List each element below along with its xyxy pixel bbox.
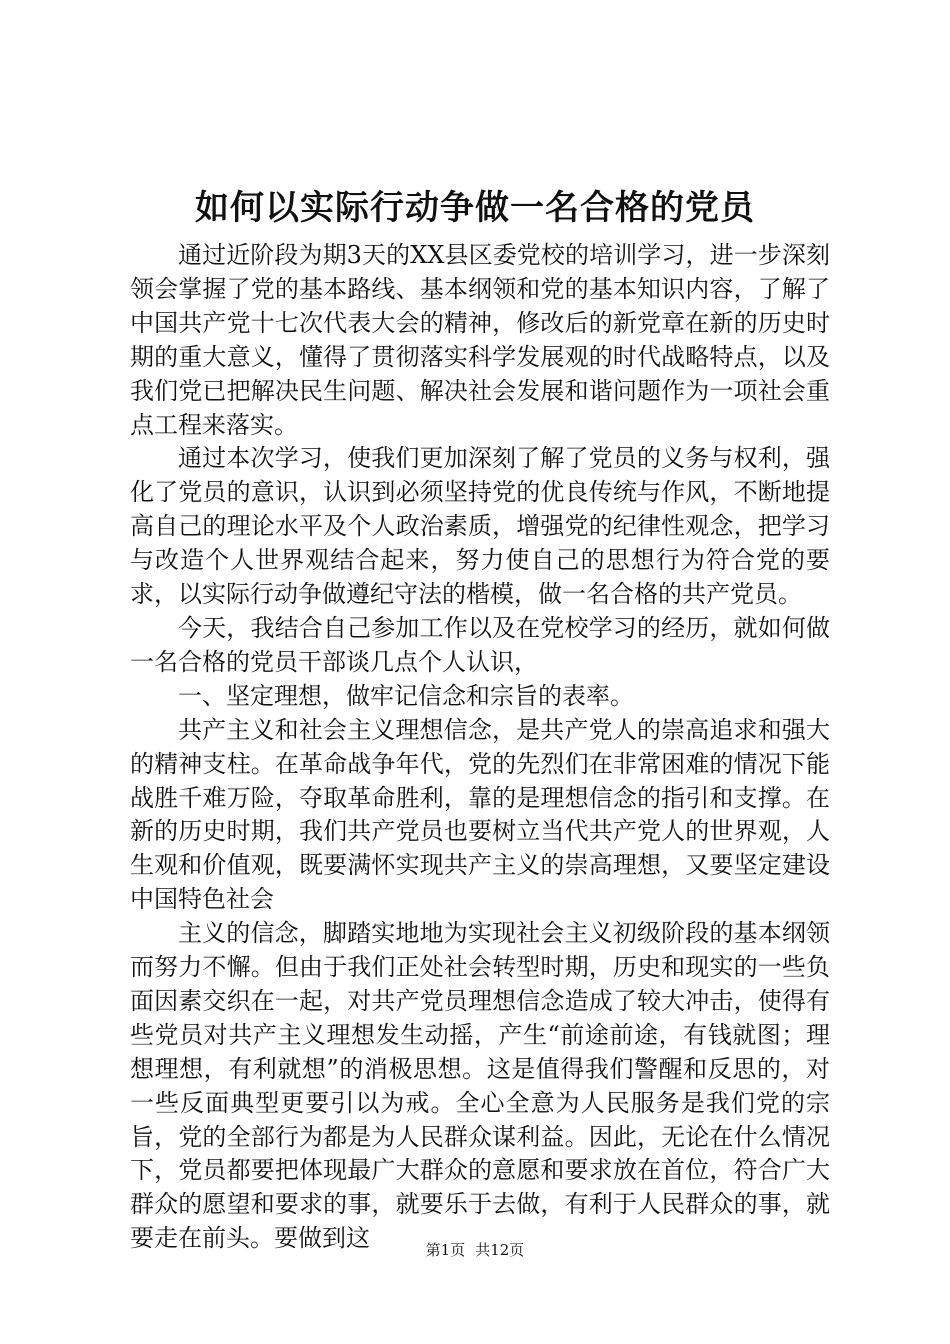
paragraph: 通过本次学习，使我们更加深刻了解了党员的义务与权利，强化了党员的意识，认识到必须坚持党的优良传统与作风，不断地提高自己的理论水平及个人政治素质，增强党的纪律性观念，把学习与改造个人世界观结合起来，努力使自己的思想行为符合党的要求，以实际行动争做遵纪守法的楷模，做一名合格的共产党员。	[130, 444, 830, 609]
page-footer	[0, 1240, 950, 1260]
page-count: 共12页	[475, 1241, 525, 1259]
section-heading: 一、坚定理想，做牢记信念和宗旨的表率。	[178, 681, 634, 710]
paragraph: 今天，我结合自己参加工作以及在党校学习的经历，就如何做一名合格的党员干部谈几点个人认识，	[130, 613, 830, 676]
paragraph: 共产主义和社会主义理想信念，是共产党人的崇高追求和强大的精神支柱。在革命战争年代，党的先烈们在非常困难的情况下能战胜千难万险，夺取革命胜利，靠的是理想信念的指引和支撑。在新的历史时期，我们共产党员也要树立当代共产党人的世界观，人生观和价值观，既要满怀实现共产主义的崇高理想，又要坚定建设中国特色社会	[130, 715, 830, 914]
paragraph: 主义的信念，脚踏实地地为实现社会主义初级阶段的基本纲领而努力不懈。但由于我们正处社会转型时期，历史和现实的一些负面因素交织在一起，对共产党员理想信念造成了较大冲击，使得有些党员对共产主义理想发生动摇，产生“前途前途，有钱就图；理想理想，有利就想”的消极思想。这是值得我们警醒和反思的，对一些反面典型更要引以为戒。全心全意为人民服务是我们党的宗旨，党的全部行为都是为人民群众谋利益。因此，无论在什么情况下，党员都要把体现最广大群众的意愿和要求放在首位，符合广大群众的愿望和要求的事，就要乐于去做，有利于人民群众的事，就要走在前头。要做到这	[130, 919, 830, 1253]
document-body	[130, 239, 830, 1256]
page-number: 第1页	[425, 1241, 466, 1259]
paragraph: 通过近阶段为期3天的XX县区委党校的培训学习，进一步深刻领会掌握了党的基本路线、基本纲领和党的基本知识内容，了解了中国共产党十七次代表大会的精神，修改后的新党章在新的历史时期的重大意义，懂得了贯彻落实科学发展观的时代战略特点，以及我们党已把解决民生问题、解决社会发展和谐问题作为一项社会重点工程来落实。	[130, 241, 830, 439]
document-title: 如何以实际行动争做一名合格的党员	[195, 188, 755, 228]
